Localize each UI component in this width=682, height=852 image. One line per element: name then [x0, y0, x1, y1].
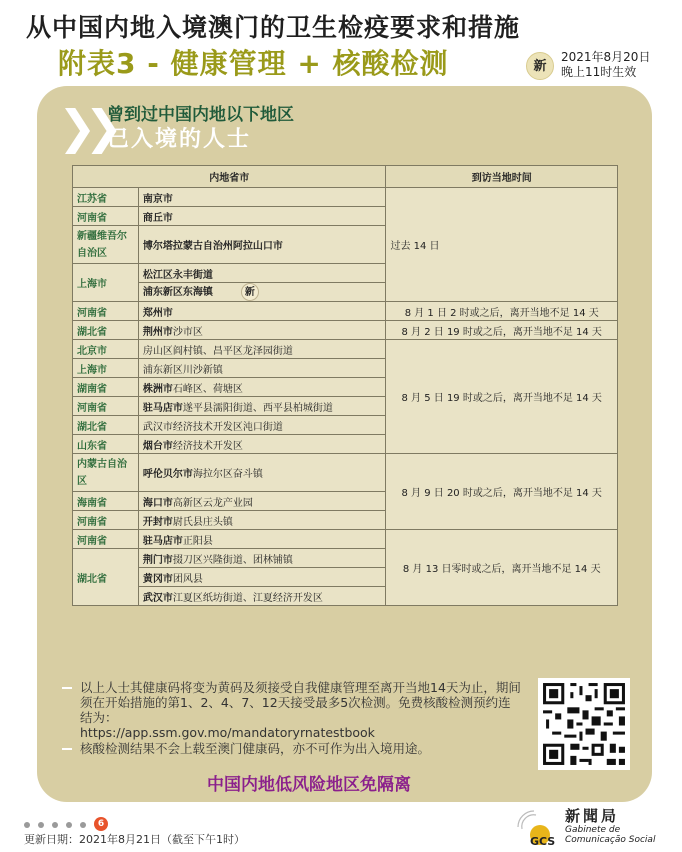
- header-time: 到访当地时间: [386, 166, 618, 188]
- city-cell: 株洲市石峰区、荷塘区: [138, 378, 386, 397]
- table-row: [73, 302, 618, 321]
- province-cell: 北京市: [73, 340, 139, 359]
- table-row: [73, 188, 618, 207]
- dash-icon: [62, 687, 72, 689]
- city-cell: 博尔塔拉蒙古自治州阿拉山口市: [138, 226, 386, 264]
- city-cell: 驻马店市遂平县濡阳街道、西平县柏城街道: [138, 397, 386, 416]
- time-cell: 8 月 13 日零时或之后，离开当地不足 14 天: [386, 530, 618, 606]
- page-indicator: [24, 813, 108, 832]
- section-heading-line2: 已入境的人士: [107, 127, 252, 152]
- page-dot[interactable]: [66, 822, 72, 828]
- city-cell: 郑州市: [138, 302, 386, 321]
- exemption-banner: 中国内地低风险地区免隔离: [207, 775, 411, 795]
- effective-date-line1: 2021年8月20日: [561, 50, 651, 64]
- note-item: [62, 680, 522, 740]
- province-cell: 湖北省: [73, 549, 139, 606]
- booking-link[interactable]: https://app.ssm.gov.mo/mandatoryrnatestbook: [80, 725, 375, 740]
- province-cell: 河南省: [73, 302, 139, 321]
- time-cell: 8 月 2 日 19 时或之后，离开当地不足 14 天: [386, 321, 618, 340]
- province-cell: 上海市: [73, 264, 139, 302]
- city-cell: 荆门市掇刀区兴隆街道、团林铺镇: [138, 549, 386, 568]
- city-cell: 浦东新区东海镇 新: [138, 283, 386, 302]
- province-cell: 上海市: [73, 359, 139, 378]
- logo-chinese: 新聞局: [565, 807, 620, 825]
- table-row: [73, 321, 618, 340]
- update-date: 更新日期：2021年8月21日（截至下午1时）: [24, 833, 245, 846]
- logo-mark-text: GCS: [530, 835, 556, 848]
- new-badge: 新: [526, 52, 554, 80]
- city-cell: 驻马店市正阳县: [138, 530, 386, 549]
- province-cell: 湖南省: [73, 378, 139, 397]
- province-cell: 山东省: [73, 435, 139, 454]
- province-cell: 河南省: [73, 511, 139, 530]
- notes: [62, 680, 522, 757]
- city-cell: 房山区阎村镇、昌平区龙泽园街道: [138, 340, 386, 359]
- effective-date-line2: 晚上11时生效: [561, 65, 637, 79]
- city-cell: 呼伦贝尔市海拉尔区奋斗镇: [138, 454, 386, 492]
- note-text: 以上人士其健康码将变为黄码及须接受自我健康管理至离开当地14天为止，期间须在开始措施的第1、2、4、7、12天接受最多5次检测。免费核酸检测预约连结为：: [80, 680, 521, 725]
- current-page-badge: 6: [94, 817, 108, 831]
- qr-code[interactable]: [538, 678, 630, 770]
- logo-pt-line1: Gabinete de: [565, 825, 621, 835]
- province-cell: 河南省: [73, 530, 139, 549]
- city-cell: 荆州市沙市区: [138, 321, 386, 340]
- province-cell: 新疆维吾尔自治区: [73, 226, 139, 264]
- table-row: [73, 530, 618, 549]
- effective-date: [561, 50, 650, 80]
- table-header-row: [73, 166, 618, 188]
- page-dot[interactable]: [80, 822, 86, 828]
- note-text: 核酸检测结果不会上载至澳门健康码，亦不可作为出入境用途。: [80, 741, 431, 756]
- time-cell: 8 月 1 日 2 时或之后，离开当地不足 14 天: [386, 302, 618, 321]
- province-cell: 内蒙古自治区: [73, 454, 139, 492]
- city-cell: 南京市: [138, 188, 386, 207]
- province-cell: 河南省: [73, 397, 139, 416]
- dash-icon: [62, 748, 72, 750]
- logo-pt-line2: Comunicação Social: [565, 835, 656, 845]
- city-cell: 商丘市: [138, 207, 386, 226]
- time-cell: 8 月 5 日 19 时或之后，离开当地不足 14 天: [386, 340, 618, 454]
- new-badge-inline: 新: [241, 283, 259, 301]
- page-dot[interactable]: [24, 822, 30, 828]
- province-cell: 江苏省: [73, 188, 139, 207]
- time-cell: 过去 14 日: [386, 188, 618, 302]
- regions-table: [72, 165, 618, 606]
- city-cell: 开封市尉氏县庄头镇: [138, 511, 386, 530]
- time-cell: 8 月 9 日 20 时或之后，离开当地不足 14 天: [386, 454, 618, 530]
- header-city: 内地省市: [73, 166, 386, 188]
- city-cell: 武汉市江夏区纸坊街道、江夏经济开发区: [138, 587, 386, 606]
- note-item: [62, 741, 522, 756]
- province-cell: 湖北省: [73, 416, 139, 435]
- city-cell: 松江区永丰街道: [138, 264, 386, 283]
- city-cell: 武汉市经济技术开发区沌口街道: [138, 416, 386, 435]
- province-cell: 湖北省: [73, 321, 139, 340]
- page-dot[interactable]: [52, 822, 58, 828]
- table-row: [73, 340, 618, 359]
- city-cell: 浦东新区川沙新镇: [138, 359, 386, 378]
- page-title: 从中国内地入境澳门的卫生检疫要求和措施: [26, 13, 521, 42]
- double-chevron-icon: ❯❯: [58, 100, 112, 154]
- province-cell: 河南省: [73, 207, 139, 226]
- province-cell: 海南省: [73, 492, 139, 511]
- table-row: [73, 454, 618, 492]
- city-cell: 黄冈市团风县: [138, 568, 386, 587]
- section-heading-line1: 曾到过中国内地以下地区: [107, 105, 294, 125]
- city-cell: 海口市高新区云龙产业园: [138, 492, 386, 511]
- gcs-logo-icon: [512, 805, 556, 849]
- city-cell: 烟台市经济技术开发区: [138, 435, 386, 454]
- logo-portuguese: [565, 825, 655, 845]
- page-subtitle: 附表3 - 健康管理 + 核酸检测: [58, 47, 449, 80]
- page-dot[interactable]: [38, 822, 44, 828]
